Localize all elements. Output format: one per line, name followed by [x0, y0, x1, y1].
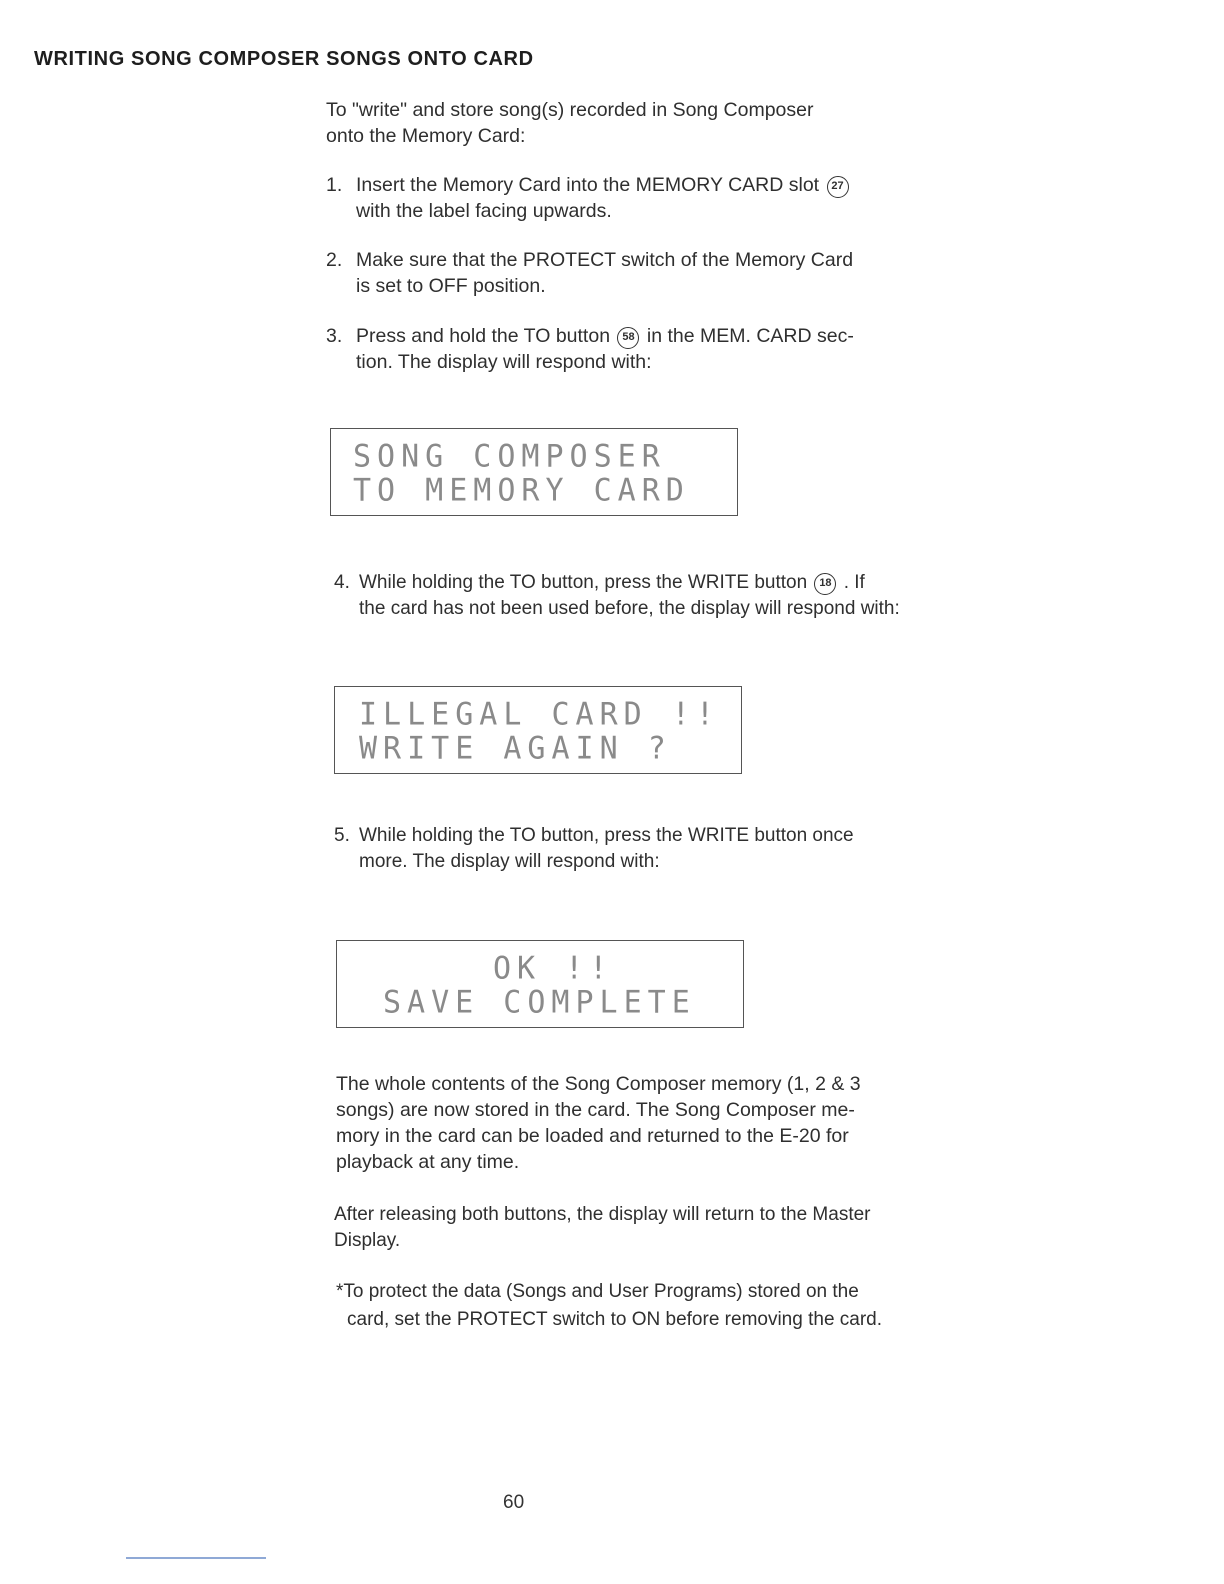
paragraph-line: Display.: [334, 1230, 401, 1251]
lcd-display-2: [334, 686, 742, 774]
lcd-line-2: SAVE COMPLETE: [383, 984, 696, 1021]
paragraph-line: playback at any time.: [336, 1151, 520, 1173]
step-2: [326, 247, 946, 299]
paragraph-line: songs) are now stored in the card. The Song Composer me-: [336, 1099, 855, 1121]
paragraph-line: The whole contents of the Song Composer memory (1, 2 & 3: [336, 1073, 861, 1095]
release-paragraph: [334, 1202, 954, 1254]
section-heading: WRITING SONG COMPOSER SONGS ONTO CARD: [34, 48, 534, 70]
lcd-line-1: SONG COMPOSER: [353, 438, 666, 475]
step-text: tion. The display will respond with:: [356, 351, 652, 373]
contents-paragraph: [336, 1071, 956, 1175]
step-number: 1.: [326, 174, 343, 196]
step-number: 5.: [334, 825, 350, 846]
step-5: [334, 823, 954, 875]
step-text: Insert the Memory Card into the MEMORY CARD slot: [356, 174, 820, 196]
intro-line: To "write" and store song(s) recorded in Song Composer: [326, 99, 814, 121]
step-3: [326, 323, 946, 375]
lcd-line-2: TO MEMORY CARD: [353, 472, 690, 509]
paragraph-line: mory in the card can be loaded and returned to the E-20 for: [336, 1125, 849, 1147]
paragraph-line: *To protect the data (Songs and User Programs) stored on the: [336, 1281, 859, 1302]
step-text: Make sure that the PROTECT switch of the Memory Card: [356, 249, 854, 271]
lcd-line-2: WRITE AGAIN ?: [359, 730, 672, 767]
paragraph-line: card, set the PROTECT switch to ON before removing the card.: [347, 1309, 883, 1330]
step-1: [326, 172, 946, 224]
step-text: . If: [843, 572, 865, 593]
protect-note: [336, 1278, 956, 1334]
step-text: with the label facing upwards.: [356, 200, 612, 222]
reference-number-badge: 18: [814, 573, 836, 595]
intro-line: onto the Memory Card:: [326, 125, 526, 147]
paragraph-line: After releasing both buttons, the display will return to the Master: [334, 1204, 871, 1225]
step-number: 2.: [326, 249, 343, 271]
step-text: Press and hold the TO button: [356, 325, 611, 347]
step-text: While holding the TO button, press the WRITE button once: [359, 825, 854, 846]
lcd-display-3: [336, 940, 744, 1028]
step-4: [334, 570, 954, 622]
step-number: 4.: [334, 572, 350, 593]
lcd-line-1: ILLEGAL CARD !!: [359, 696, 720, 733]
step-text: the card has not been used before, the display will respond with:: [359, 598, 900, 619]
step-text: more. The display will respond with:: [359, 851, 660, 872]
reference-number-badge: 58: [617, 327, 639, 349]
step-number: 3.: [326, 325, 343, 347]
step-text: in the MEM. CARD sec-: [646, 325, 854, 347]
bottom-rule: [126, 1557, 266, 1559]
intro-paragraph: [326, 97, 814, 149]
reference-number-badge: 27: [827, 176, 849, 198]
page-number: 60: [503, 1492, 525, 1513]
step-text: While holding the TO button, press the WRITE button: [359, 572, 808, 593]
lcd-display-1: [330, 428, 738, 516]
lcd-line-1: OK !!: [493, 950, 614, 987]
step-text: is set to OFF position.: [356, 275, 546, 297]
